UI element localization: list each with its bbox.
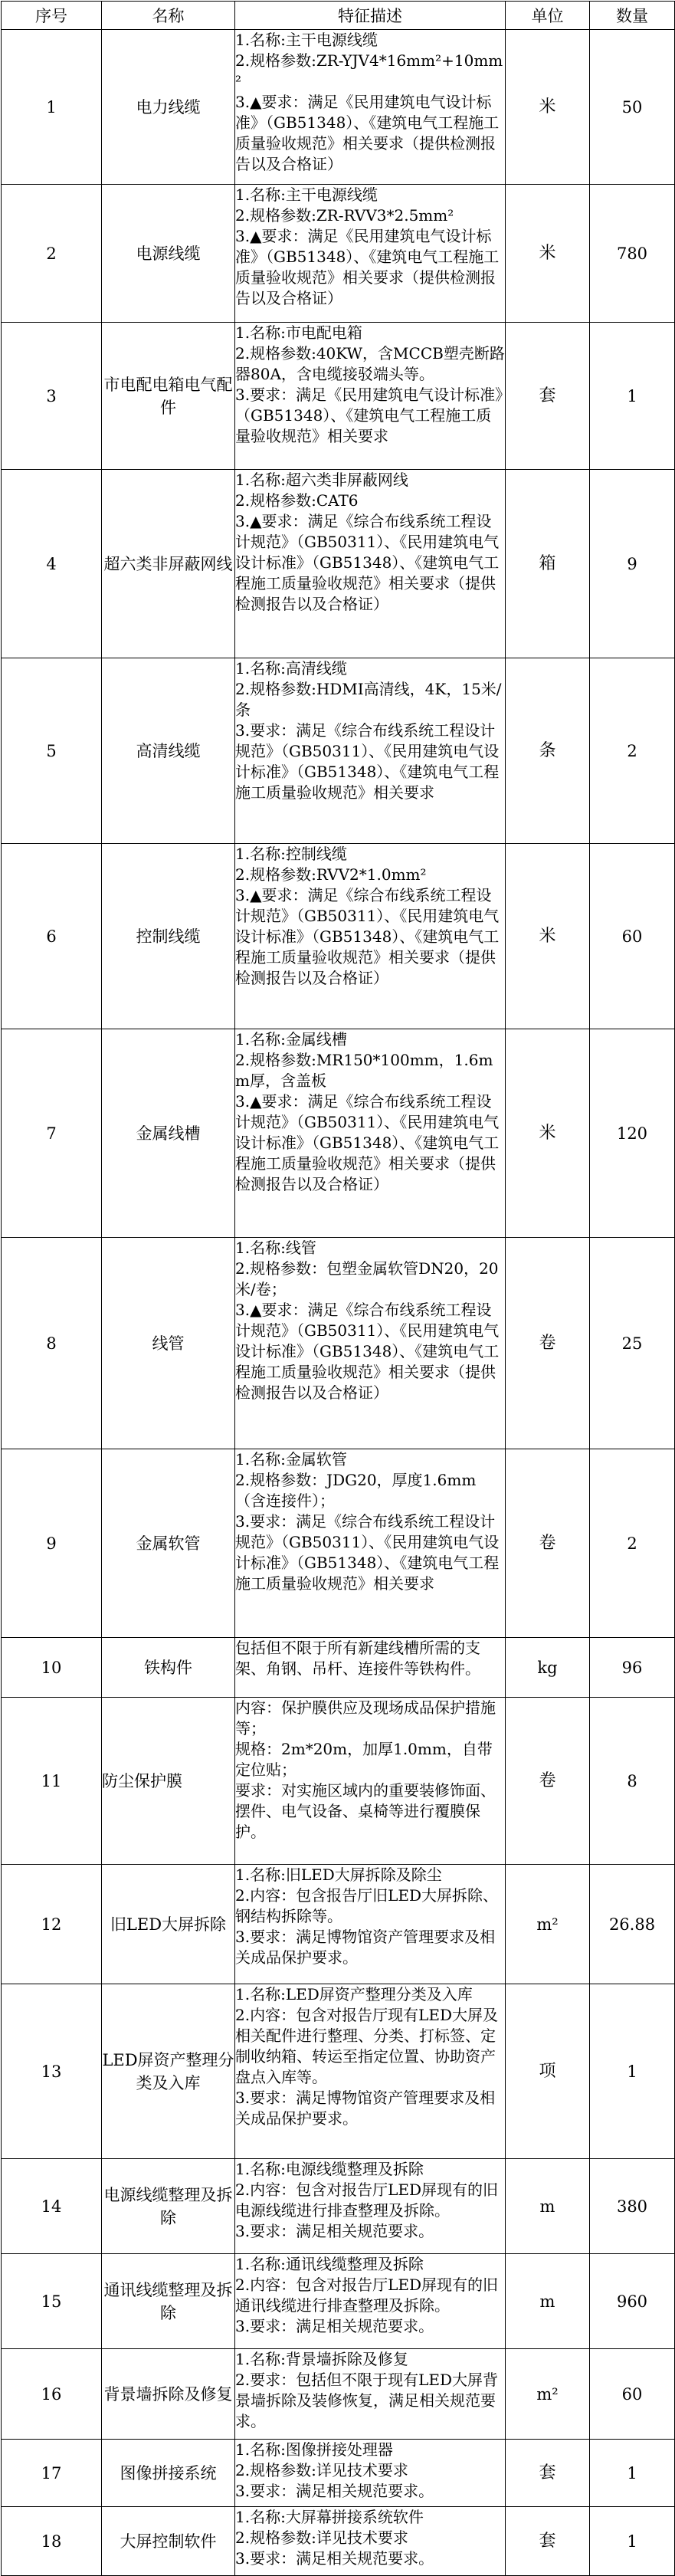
row-unit: 条 bbox=[506, 658, 590, 844]
row-no: 7 bbox=[2, 1029, 102, 1238]
row-qty: 780 bbox=[590, 185, 675, 323]
row-desc: 1.名称:主干电源线缆 2.规格参数:ZR-RVV3*2.5mm² 3.▲要求：满足《民用建筑电气设计标准》（GB51348）、《建筑电气工程施工质量验收规范》相关要求（提供检测报告以及合格证） bbox=[235, 185, 506, 323]
row-desc: 内容：保护膜供应及现场成品保护措施等； 规格：2m*20m，加厚1.0mm，自带定位贴； 要求：对实施区域内的重要装修饰面、摆件、电气设备、桌椅等进行覆膜保护。 bbox=[235, 1698, 506, 1865]
table-row bbox=[2, 470, 675, 658]
header-qty: 数量 bbox=[590, 2, 675, 30]
row-qty: 50 bbox=[590, 30, 675, 185]
table-row bbox=[2, 1029, 675, 1238]
row-qty: 2 bbox=[590, 1449, 675, 1638]
row-name: 背景墙拆除及修复 bbox=[102, 2349, 235, 2440]
row-no: 3 bbox=[2, 323, 102, 470]
row-no: 18 bbox=[2, 2507, 102, 2576]
row-qty: 26.88 bbox=[590, 1865, 675, 1984]
row-desc: 1.名称:旧LED大屏拆除及除尘 2.内容：包含报告厅旧LED大屏拆除、钢结构拆除等。 3.要求：满足博物馆资产管理要求及相关成品保护要求。 bbox=[235, 1865, 506, 1984]
row-name: 高清线缆 bbox=[102, 658, 235, 844]
table-row bbox=[2, 2507, 675, 2576]
row-unit: 箱 bbox=[506, 470, 590, 658]
table-row bbox=[2, 323, 675, 470]
row-qty: 9 bbox=[590, 470, 675, 658]
row-name: 大屏控制软件 bbox=[102, 2507, 235, 2576]
row-qty: 120 bbox=[590, 1029, 675, 1238]
table-row bbox=[2, 1984, 675, 2159]
table-row bbox=[2, 1638, 675, 1698]
row-qty: 960 bbox=[590, 2254, 675, 2349]
row-name: 市电配电箱电气配件 bbox=[102, 323, 235, 470]
row-unit: 卷 bbox=[506, 1698, 590, 1865]
row-no: 6 bbox=[2, 844, 102, 1029]
row-no: 4 bbox=[2, 470, 102, 658]
row-unit: kg bbox=[506, 1638, 590, 1698]
row-no: 15 bbox=[2, 2254, 102, 2349]
row-desc: 1.名称:背景墙拆除及修复 2.要求：包括但不限于现有LED大屏背景墙拆除及装修恢复，满足相关规范要求。 bbox=[235, 2349, 506, 2440]
row-desc: 1.名称:线管 2.规格参数：包塑金属软管DN20，20米/卷； 3.▲要求：满足《综合布线系统工程设计规范》（GB50311）、《民用建筑电气设计标准》（GB51348）、《建筑电气工程施工质量验收规范》相关要求（提供检测报告以及合格证） bbox=[235, 1238, 506, 1449]
table-row bbox=[2, 658, 675, 844]
row-qty: 2 bbox=[590, 658, 675, 844]
row-desc: 1.名称:大屏幕拼接系统软件 2.规格参数:详见技术要求 3.要求：满足相关规范要求。 bbox=[235, 2507, 506, 2576]
table-row bbox=[2, 2349, 675, 2440]
table-row bbox=[2, 1865, 675, 1984]
row-no: 14 bbox=[2, 2159, 102, 2254]
row-desc: 1.名称:超六类非屏蔽网线 2.规格参数:CAT6 3.▲要求：满足《综合布线系统工程设计规范》（GB50311）、《民用建筑电气设计标准》（GB51348）、《建筑电气工程施工质量验收规范》相关要求（提供检测报告以及合格证） bbox=[235, 470, 506, 658]
table-row bbox=[2, 2440, 675, 2507]
row-unit: 米 bbox=[506, 30, 590, 185]
table-row bbox=[2, 1238, 675, 1449]
row-unit: 套 bbox=[506, 2507, 590, 2576]
row-name: 控制线缆 bbox=[102, 844, 235, 1029]
table-row bbox=[2, 1449, 675, 1638]
row-desc: 1.名称:市电配电箱 2.规格参数:40KW，含MCCB塑壳断路器80A，含电缆接驳端头等。 3.要求：满足《民用建筑电气设计标准》（GB51348）、《建筑电气工程施工质量验收规范》相关要求 bbox=[235, 323, 506, 470]
table-row bbox=[2, 185, 675, 323]
row-no: 13 bbox=[2, 1984, 102, 2159]
row-qty: 25 bbox=[590, 1238, 675, 1449]
row-qty: 1 bbox=[590, 323, 675, 470]
row-unit: 项 bbox=[506, 1984, 590, 2159]
header-no: 序号 bbox=[2, 2, 102, 30]
row-no: 10 bbox=[2, 1638, 102, 1698]
row-unit: 卷 bbox=[506, 1449, 590, 1638]
row-unit: 米 bbox=[506, 844, 590, 1029]
row-unit: m bbox=[506, 2159, 590, 2254]
row-qty: 96 bbox=[590, 1638, 675, 1698]
row-desc: 1.名称:主干电源线缆 2.规格参数:ZR-YJV4*16mm²+10mm² 3.▲要求：满足《民用建筑电气设计标准》（GB51348）、《建筑电气工程施工质量验收规范》相关要求（提供检测报告以及合格证） bbox=[235, 30, 506, 185]
row-desc: 1.名称:图像拼接处理器 2.规格参数:详见技术要求 3.要求：满足相关规范要求。 bbox=[235, 2440, 506, 2507]
row-name: 电源线缆 bbox=[102, 185, 235, 323]
row-no: 9 bbox=[2, 1449, 102, 1638]
row-unit: m² bbox=[506, 2349, 590, 2440]
row-no: 1 bbox=[2, 30, 102, 185]
row-no: 2 bbox=[2, 185, 102, 323]
row-desc: 1.名称:电源线缆整理及拆除 2.内容：包含对报告厅LED屏现有的旧电源线缆进行排查整理及拆除。 3.要求：满足相关规范要求。 bbox=[235, 2159, 506, 2254]
row-unit: m² bbox=[506, 1865, 590, 1984]
row-desc: 1.名称:控制线缆 2.规格参数:RVV2*1.0mm² 3.▲要求：满足《综合布线系统工程设计规范》（GB50311）、《民用建筑电气设计标准》（GB51348）、《建筑电气工程施工质量验收规范》相关要求（提供检测报告以及合格证） bbox=[235, 844, 506, 1029]
header-name: 名称 bbox=[102, 2, 235, 30]
row-unit: 米 bbox=[506, 185, 590, 323]
row-name: 电源线缆整理及拆除 bbox=[102, 2159, 235, 2254]
row-qty: 60 bbox=[590, 2349, 675, 2440]
row-name: 铁构件 bbox=[102, 1638, 235, 1698]
row-qty: 380 bbox=[590, 2159, 675, 2254]
row-unit: 套 bbox=[506, 323, 590, 470]
table-row bbox=[2, 2159, 675, 2254]
row-no: 5 bbox=[2, 658, 102, 844]
row-name: 金属软管 bbox=[102, 1449, 235, 1638]
spec-table bbox=[1, 1, 675, 2576]
row-desc: 1.名称:通讯线缆整理及拆除 2.内容：包含对报告厅LED屏现有的旧通讯线缆进行排查整理及拆除。 3.要求：满足相关规范要求。 bbox=[235, 2254, 506, 2349]
table-row bbox=[2, 1698, 675, 1865]
table-row bbox=[2, 30, 675, 185]
row-name: 通讯线缆整理及拆除 bbox=[102, 2254, 235, 2349]
row-name: 超六类非屏蔽网线 bbox=[102, 470, 235, 658]
row-unit: m bbox=[506, 2254, 590, 2349]
row-qty: 1 bbox=[590, 2507, 675, 2576]
row-name: 旧LED大屏拆除 bbox=[102, 1865, 235, 1984]
row-name: LED屏资产整理分类及入库 bbox=[102, 1984, 235, 2159]
row-name: 金属线槽 bbox=[102, 1029, 235, 1238]
row-desc: 1.名称:高清线缆 2.规格参数:HDMI高清线，4K，15米/条 3.要求：满足《综合布线系统工程设计规范》（GB50311）、《民用建筑电气设计标准》（GB51348）、《建筑电气工程施工质量验收规范》相关要求 bbox=[235, 658, 506, 844]
row-qty: 1 bbox=[590, 2440, 675, 2507]
header-desc: 特征描述 bbox=[235, 2, 506, 30]
header-unit: 单位 bbox=[506, 2, 590, 30]
row-qty: 60 bbox=[590, 844, 675, 1029]
row-no: 12 bbox=[2, 1865, 102, 1984]
row-no: 17 bbox=[2, 2440, 102, 2507]
table-row bbox=[2, 844, 675, 1029]
row-desc: 包括但不限于所有新建线槽所需的支架、角钢、吊杆、连接件等铁构件。 bbox=[235, 1638, 506, 1698]
row-qty: 8 bbox=[590, 1698, 675, 1865]
row-desc: 1.名称:LED屏资产整理分类及入库 2.内容：包含对报告厅现有LED大屏及相关配件进行整理、分类、打标签、定制收纳箱、转运至指定位置、协助资产盘点入库等。 3.要求：满足博物馆资产管理要求及相关成品保护要求。 bbox=[235, 1984, 506, 2159]
row-no: 11 bbox=[2, 1698, 102, 1865]
row-name: 线管 bbox=[102, 1238, 235, 1449]
row-unit: 套 bbox=[506, 2440, 590, 2507]
row-unit: 卷 bbox=[506, 1238, 590, 1449]
row-no: 8 bbox=[2, 1238, 102, 1449]
row-name: 防尘保护膜 bbox=[102, 1698, 235, 1865]
row-name: 电力线缆 bbox=[102, 30, 235, 185]
row-name: 图像拼接系统 bbox=[102, 2440, 235, 2507]
row-desc: 1.名称:金属软管 2.规格参数：JDG20，厚度1.6mm（含连接件）； 3.要求：满足《综合布线系统工程设计规范》（GB50311）、《民用建筑电气设计标准》（GB51348）、《建筑电气工程施工质量验收规范》相关要求 bbox=[235, 1449, 506, 1638]
row-unit: 米 bbox=[506, 1029, 590, 1238]
row-qty: 1 bbox=[590, 1984, 675, 2159]
row-no: 16 bbox=[2, 2349, 102, 2440]
row-desc: 1.名称:金属线槽 2.规格参数:MR150*100mm，1.6mm厚，含盖板 3.▲要求：满足《综合布线系统工程设计规范》（GB50311）、《民用建筑电气设计标准》（GB51348）、《建筑电气工程施工质量验收规范》相关要求（提供检测报告以及合格证） bbox=[235, 1029, 506, 1238]
table-row bbox=[2, 2254, 675, 2349]
header-row bbox=[2, 2, 675, 30]
